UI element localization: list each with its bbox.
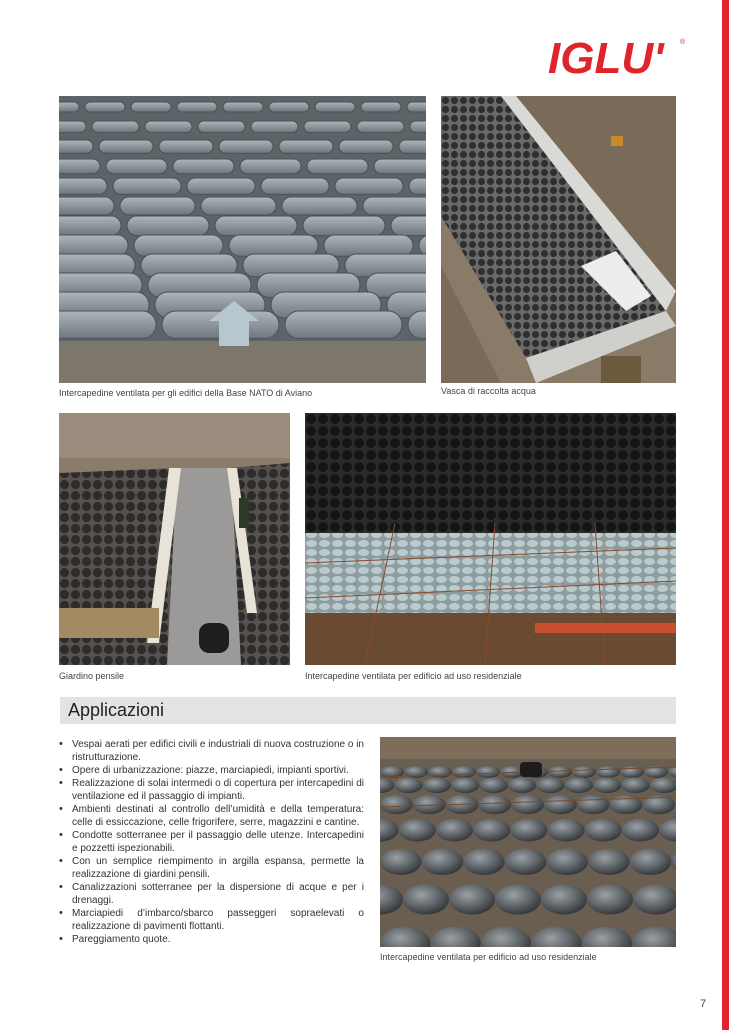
photo-nato-aviano [59,96,426,383]
page-number: 7 [700,998,707,1010]
photo-residential-2 [380,737,676,947]
list-item: • Marciapiedi d’imbarco/sbarco passeggeri sopraelevati o realizzazione di pavimenti flottanti. [58,907,364,933]
svg-text:IGLU': IGLU' [548,34,664,76]
caption-photo2: Vasca di raccolta acqua [441,386,536,396]
caption-photo5: Intercapedine ventilata per edificio ad uso residenziale [380,952,597,962]
section-title: Applicazioni [68,700,165,720]
list-item: • Vespai aerati per edifici civili e industriali di nuova costruzione o in ristrutturazione. [58,738,364,764]
list-item: • Opere di urbanizzazione: piazze, marciapiedi, impianti sportivi. [58,764,364,777]
applications-list [58,738,364,946]
caption-photo1: Intercapedine ventilata per gli edifici della Base NATO di Aviano [59,388,313,398]
iglu-logo [548,30,688,76]
list-item: • Ambienti destinati al controllo dell’umidità e della temperatura: celle di essiccazione, celle frigorifere, serre, magazzini e cantine. [58,803,364,829]
section-heading [60,697,676,724]
caption-photo3: Giardino pensile [59,671,125,681]
photo-water-tank [441,96,676,383]
svg-text:®: ® [680,39,686,46]
list-item: • Pareggiamento quote. [58,933,364,946]
list-item: • Canalizzazioni sotterranee per la dispersione di acque e per i drenaggi. [58,881,364,907]
list-item: • Realizzazione di solai intermedi o di copertura per intercapedini di ventilazione ed il passaggio di impianti. [58,777,364,803]
red-side-bar [722,0,729,1030]
caption-photo4: Intercapedine ventilata per edificio ad uso residenziale [305,671,522,681]
photo-residential-1 [305,413,676,665]
photo-roof-garden [59,413,290,665]
list-item: • Con un semplice riempimento in argilla espansa, permette la realizzazione di giardini pensili. [58,855,364,881]
list-item: • Condotte sotterranee per il passaggio delle utenze. Intercapedini e pozzetti ispezionabili. [58,829,364,855]
